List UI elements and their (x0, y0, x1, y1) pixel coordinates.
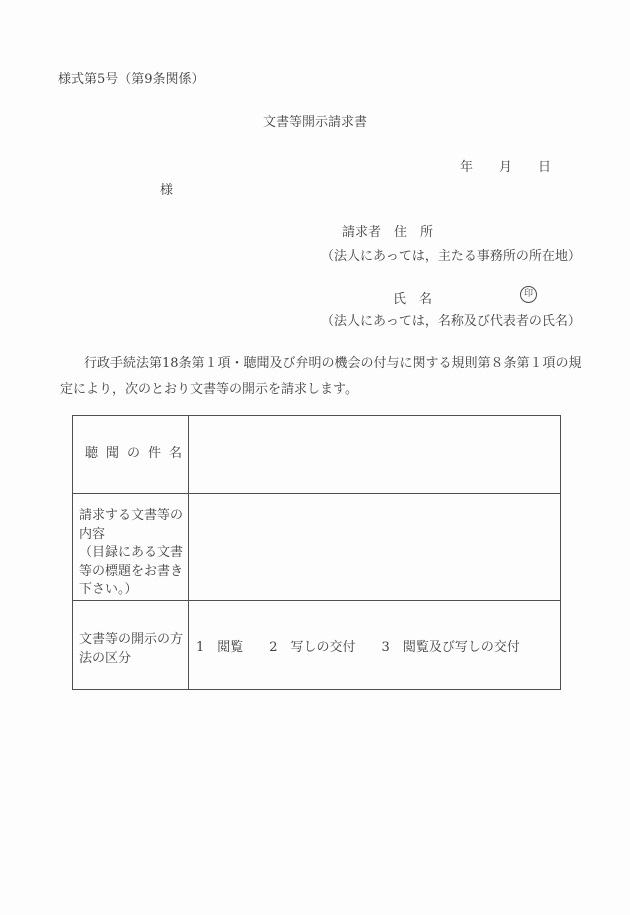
seal-text: 印 (523, 289, 533, 299)
request-statement (60, 351, 582, 403)
addressee-honorific: 様 (160, 183, 174, 198)
request-statement-line2: 定により，次のとおり文書等の開示を請求します。 (60, 382, 358, 397)
table-row-hearing-name (73, 416, 560, 494)
request-table (72, 415, 561, 690)
disclosure-method-label-line: 文書等の開示の方 (79, 632, 184, 647)
disclosure-method-options: 1 閲覧 2 写しの交付 3 閲覧及び写しの交付 (196, 639, 520, 655)
requester-address-note: （法人にあっては，主たる事務所の所在地） (321, 249, 581, 264)
table-row-document-content (73, 494, 560, 601)
requester-name-note: （法人にあっては，名称及び代表者の氏名） (321, 314, 581, 329)
document-title: 文書等開示請求書 (262, 115, 367, 130)
requester-address-label: 請求者 住 所 (342, 225, 434, 240)
date-line: 年 月 日 (460, 160, 552, 175)
disclosure-method-label-cell (73, 601, 189, 689)
seal-icon (520, 286, 537, 303)
document-content-label-line: 内容 (79, 526, 106, 542)
document-content-label-cell (73, 494, 189, 600)
document-content-value-cell (189, 494, 560, 600)
form-number: 様式第5号（第9条関係） (58, 72, 205, 87)
hearing-name-label-cell (73, 416, 189, 493)
document-content-label-line: 等の標題をお書き (79, 563, 184, 579)
document-content-label-line: （目録にある文書 (79, 545, 184, 560)
requester-name-label: 氏 名 (393, 292, 433, 307)
request-statement-line1: 行政手続法第18条第１項・聴聞及び弁明の機会の付与に関する規則第８条第１項の規 (84, 356, 582, 371)
document-content-label-line: 下さい。） (79, 582, 138, 597)
disclosure-method-label-line: 法の区分 (79, 650, 132, 666)
table-row-disclosure-method (73, 601, 560, 689)
hearing-name-value-cell (189, 416, 560, 493)
hearing-name-label: 聴 聞 の 件 名 (85, 446, 182, 462)
document-content-label-line: 請求する文書等の (79, 508, 184, 523)
